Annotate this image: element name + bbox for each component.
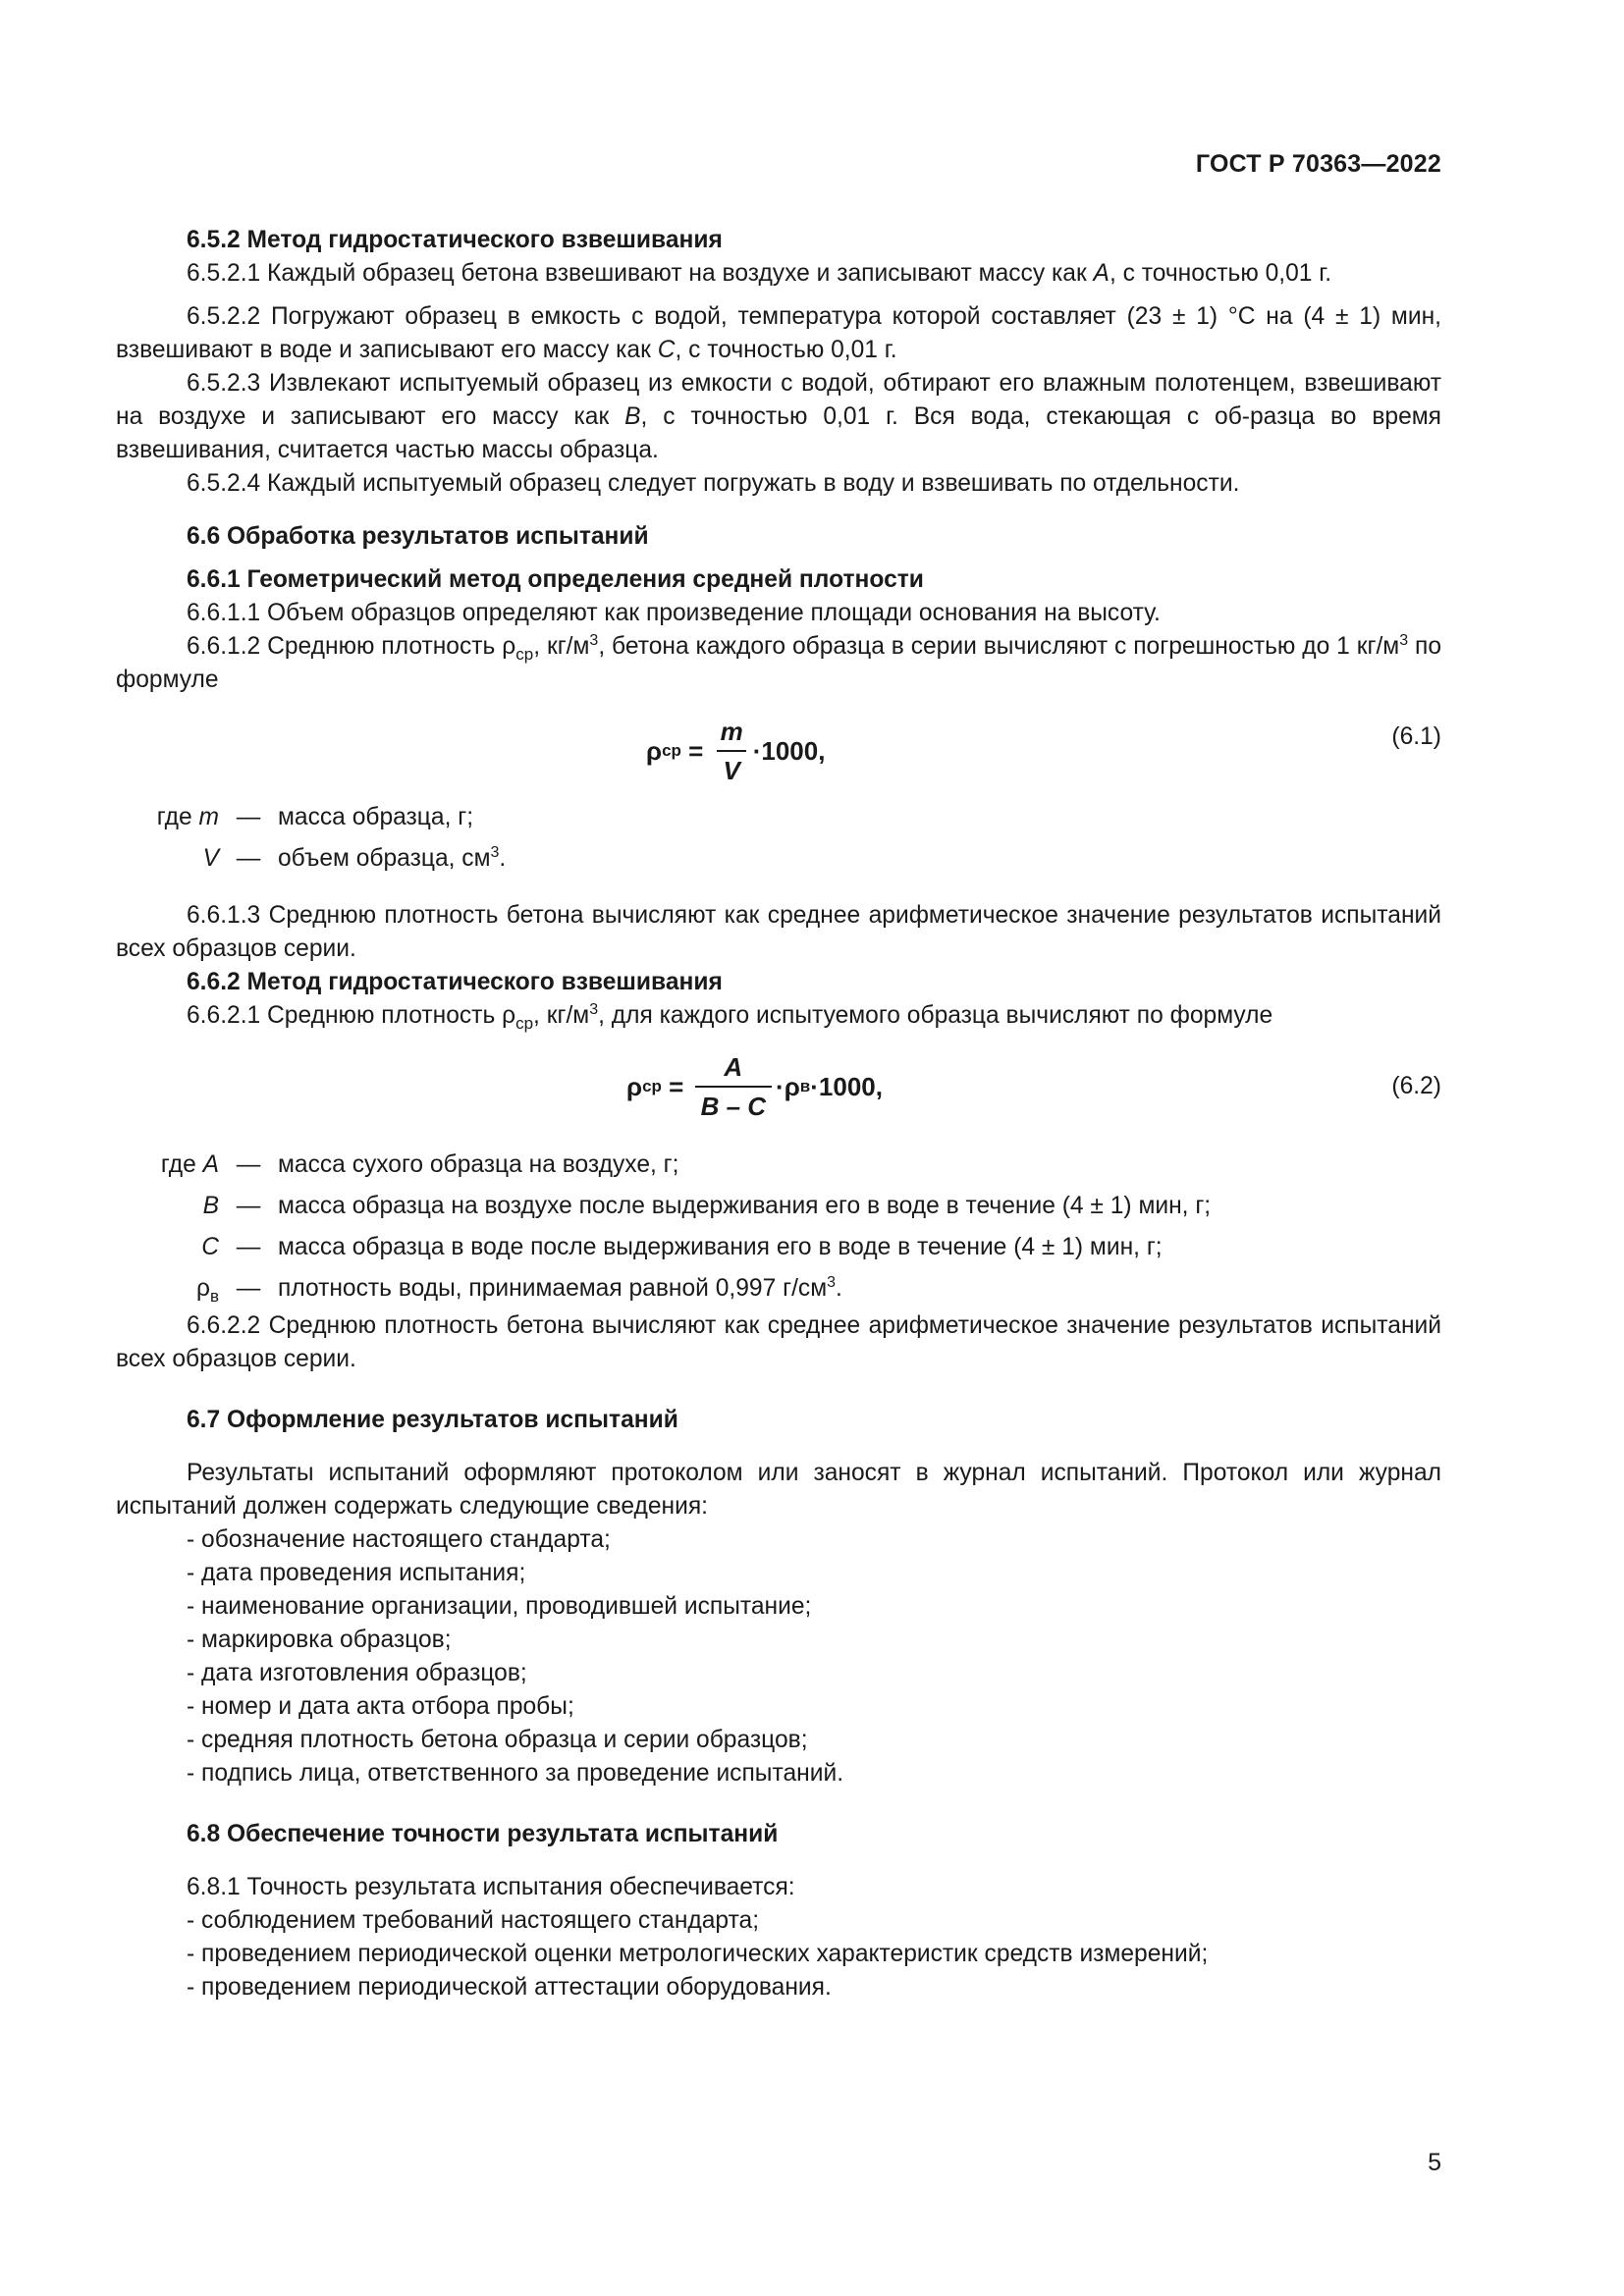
- formula-6-2-expression: ρ ср = $\frac{A}{B - C}$ ·ρ в ·1000,: [626, 1052, 883, 1121]
- list-item: - средняя плотность бетона образца и серии образцов;: [187, 1727, 808, 1753]
- list-item: - маркировка образцов;: [187, 1627, 452, 1653]
- formula-number-6-2: (6.2): [1391, 1073, 1441, 1099]
- paragraph-6-5-2-1: 6.5.2.1 Каждый образец бетона взвешивают на воздухе и записывают массу как A, с точностью 0,01 г.: [187, 260, 1332, 287]
- section-heading-6-6: 6.6 Обработка результатов испытаний: [187, 523, 649, 550]
- fraction-m-over-v: $\frac{m}{V}$: [715, 715, 749, 787]
- list-6-7: [116, 1523, 1441, 1790]
- where-item: C — масса образца в воде после выдерживания его в воде в течение (4 ± 1) мин, г;: [201, 1234, 1163, 1260]
- fraction-a-over-b-minus-c: $\frac{A}{B - C}$: [695, 1050, 772, 1123]
- formula-6-1: [116, 697, 1441, 791]
- list-6-8: [116, 1871, 1441, 2004]
- paragraph-6-8-1: 6.8.1 Точность результата испытания обеспечивается:: [187, 1874, 795, 1900]
- paragraph-6-6-2-2: 6.6.2.2 Среднюю плотность бетона вычисляют как среднее арифметическое значение результатов испытаний всех образцов серии.: [116, 1312, 1441, 1372]
- list-item: - номер и дата акта отбора пробы;: [187, 1693, 574, 1720]
- formula-number-6-1: (6.1): [1391, 723, 1441, 750]
- where-item: $\rho_в$ — плотность воды, принимаемая равной 0,997 $г/см^3$.: [195, 1273, 842, 1306]
- list-item: - наименование организации, проводившей испытание;: [187, 1593, 812, 1620]
- where-item: где m — масса образца, г;: [156, 804, 474, 830]
- paragraph-6-6-1-2: 6.6.1.2 Среднюю плотность $\rho_{ср}$, $кг/м^3$, бетона каждого образца в серии вычисляют с погрешностью до 1 $кг/м^3$ по формуле: [116, 631, 1441, 693]
- section-heading-6-5-2: 6.5.2 Метод гидростатического взвешивания: [187, 227, 723, 253]
- section-heading-6-7: 6.7 Оформление результатов испытаний: [187, 1407, 678, 1433]
- list-item: - обозначение настоящего стандарта;: [187, 1526, 611, 1553]
- list-item: - проведением периодической аттестации оборудования.: [187, 1974, 832, 2001]
- list-item: - соблюдением требований настоящего стандарта;: [187, 1907, 760, 1934]
- paragraph-6-5-2-3: 6.5.2.3 Извлекают испытуемый образец из емкости с водой, обтирают его влажным полотенцем, взвешивают на воздухе и записывают его массу как B, с точностью 0,01 г. Вся вода, стекающая с об-разца во время взвешивания, считается частью массы образца.: [116, 370, 1441, 463]
- paragraph-6-6-1-3: 6.6.1.3 Среднюю плотность бетона вычисляют как среднее арифметическое значение результатов испытаний всех образцов серии.: [116, 902, 1441, 962]
- paragraph-6-6-2-1: 6.6.2.1 Среднюю плотность $\rho_{ср}$, $кг/м^3$, для каждого испытуемого образца вычисляют по формуле: [187, 1000, 1273, 1033]
- list-item: - подпись лица, ответственного за проведение испытаний.: [187, 1760, 844, 1787]
- where-item: B — масса образца на воздухе после выдерживания его в воде в течение (4 ± 1) мин, г;: [202, 1193, 1212, 1219]
- list-item: - дата изготовления образцов;: [187, 1660, 527, 1686]
- section-heading-6-6-2: 6.6.2 Метод гидростатического взвешивания: [187, 969, 723, 995]
- paragraph-6-7-intro: Результаты испытаний оформляют протоколом или заносят в журнал испытаний. Протокол или журнал испытаний должен содержать следующие сведения:: [116, 1460, 1441, 1520]
- page-number: 5: [1428, 2149, 1441, 2176]
- where-list-6-2: [116, 1145, 1441, 1309]
- document-body: [116, 224, 1441, 2004]
- section-heading-6-6-1: 6.6.1 Геометрический метод определения средней плотности: [187, 566, 924, 593]
- where-list-6-1: [116, 797, 1441, 880]
- paragraph-6-5-2-2: 6.5.2.2 Погружают образец в емкость с водой, температура которой составляет (23 ± 1) °С на (4 ± 1) мин, взвешивают в воде и записывают его массу как C, с точностью 0,01 г.: [116, 303, 1441, 363]
- list-item: - проведением периодической оценки метрологических характеристик средств измерений;: [187, 1941, 1209, 1967]
- paragraph-6-6-1-1: 6.6.1.1 Объем образцов определяют как произведение площади основания на высоту.: [187, 600, 1161, 626]
- list-item: - дата проведения испытания;: [187, 1560, 526, 1586]
- formula-6-2: [116, 1033, 1441, 1139]
- formula-6-1-expression: ρ ср = $\frac{m}{V}$ ·1000,: [646, 717, 826, 785]
- paragraph-6-5-2-4: 6.5.2.4 Каждый испытуемый образец следует погружать в воду и взвешивать по отдельности.: [187, 470, 1240, 497]
- where-item: где A — масса сухого образца на воздухе, г;: [160, 1151, 679, 1178]
- section-heading-6-8: 6.8 Обеспечение точности результата испытаний: [187, 1821, 779, 1847]
- document-header: ГОСТ Р 70363—2022: [1195, 150, 1441, 178]
- where-item: V — объем образца, $см^3$.: [202, 843, 507, 872]
